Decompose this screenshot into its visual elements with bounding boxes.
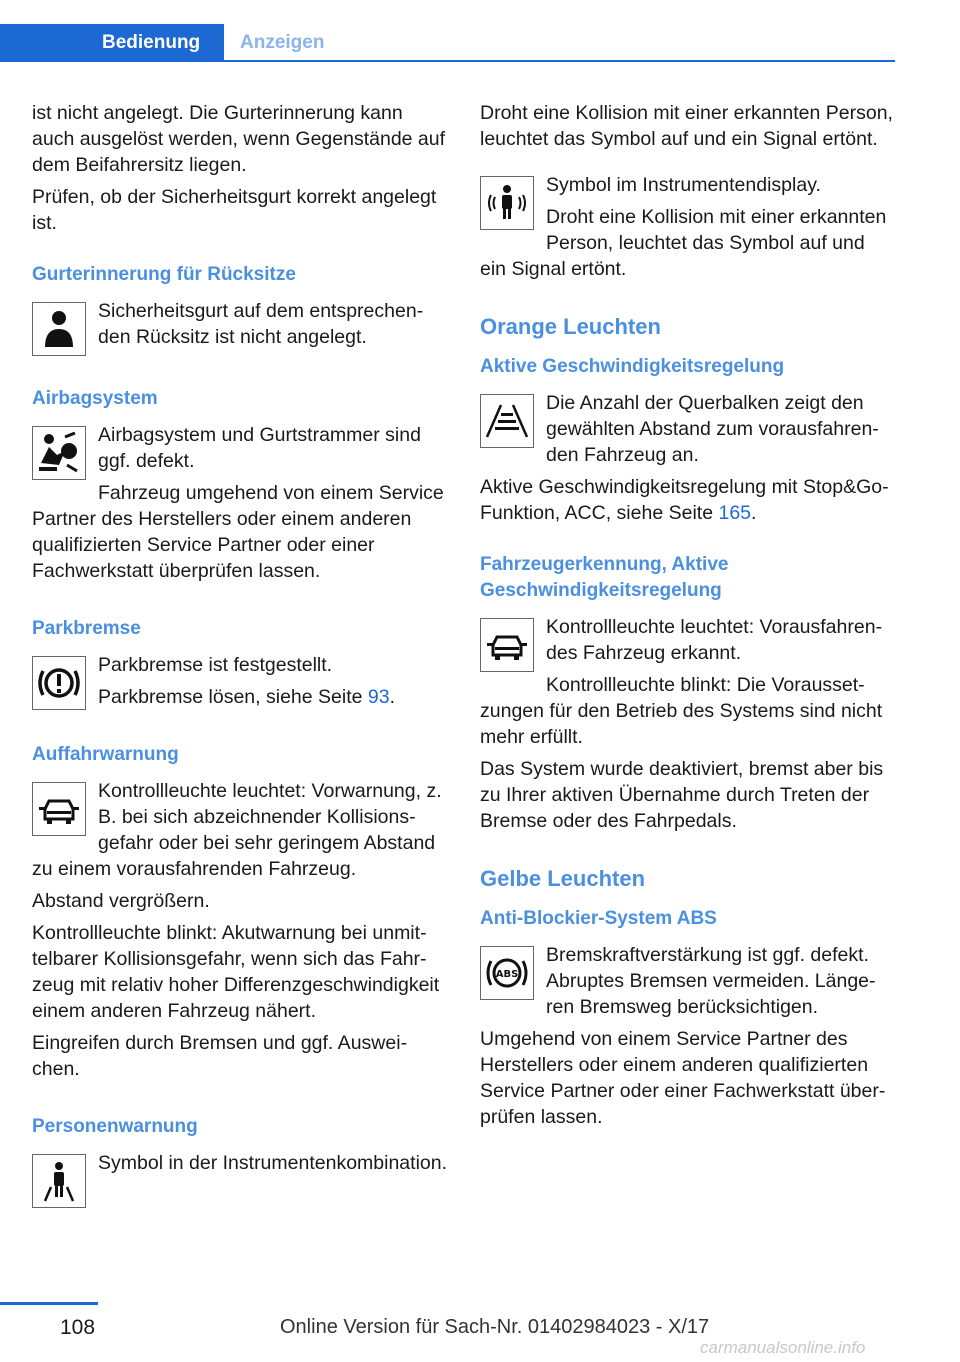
header-tabbar [0,24,895,62]
acc-distance-icon [480,394,534,448]
paragraph: Kontrollleuchte blinkt: Die Voraussetzungen für den Betrieb des Systems sind nicht mehr erfüllt. [480,674,883,748]
watermark: carmanualsonline.info [700,1338,866,1357]
section-title-gurterinnerung: Gurterinnerung für Rücksitze [32,264,296,285]
heading-gelbe-leuchten: Gelbe Leuchten [480,866,646,891]
section-title-abs: Anti-Blockier-System ABS [480,908,717,929]
abs-icon-label: ABS [495,969,519,980]
paragraph: Fahrzeug umgehend von einem Service Partner des Herstellers oder einem anderen qualifizierten Service Partner oder einer Fachwerkstatt überprüfen lassen. [32,482,444,582]
tab-bedienung-label: Bedienung [102,32,201,53]
parkbremse-reference-text: Parkbremse lösen, siehe Seite [98,686,368,708]
paragraph: Abstand vergrößern. [32,890,210,912]
acc-reference-text: Aktive Geschwindigkeitsregelung mit Stop&Go-Funktion, ACC, siehe Seite [480,476,889,524]
paragraph: Aktive Geschwindigkeitsregelung mit Stop&Go-Funktion, ACC, siehe Seite 165. [480,476,889,524]
paragraph: Bremskraftverstärkung ist ggf. defekt. Abruptes Bremsen vermeiden. Längeren Bremsweg berücksichtigen. [546,944,876,1018]
person-collision-icon [480,176,534,230]
paragraph: Symbol im Instrumentendisplay. [546,174,821,196]
section-title-parkbremse: Parkbremse [32,618,141,639]
paragraph: Parkbremse ist festgestellt. [98,654,333,676]
section-title-fahrzeugerkennung: Fahrzeugerkennung, Aktive Geschwindigkeitsregelung [480,554,729,601]
section-title-acc: Aktive Geschwindigkeitsregelung [480,356,785,377]
heading-orange-leuchten: Orange Leuchten [480,314,661,339]
page-link-93[interactable]: 93 [367,686,390,708]
paragraph: Kontrollleuchte leuchtet: Vorwarnung, z. B. bei sich abzeichnender Kollisionsgefahr oder bei sehr geringem Abstand zu einem vorausfahrenden Fahrzeug. [32,780,442,880]
tab-anzeigen-label: Anzeigen [240,32,325,53]
left-column [32,100,448,1212]
tab-anzeigen[interactable] [224,24,344,62]
paragraph: Symbol in der Instrumentenkombination. [98,1152,448,1174]
parking-brake-icon [32,656,86,710]
paragraph: Kontrollleuchte blinkt: Akutwarnung bei unmittelbarer Kollisionsgefahr, wenn sich das Fahrzeug mit relativ hoher Differenzgeschwindigkeit einem anderen Fahrzeug nähert. [32,922,440,1022]
online-version-text: Online Version für Sach-Nr. 01402984023 - X/17 [280,1316,710,1338]
page-link-165[interactable]: 165 [718,502,752,524]
paragraph: Umgehend von einem Service Partner des Herstellers oder einem anderen qualifizierten Service Partner oder einer Fachwerkstatt überprüfen lassen. [480,1028,886,1128]
airbag-icon [32,426,86,480]
paragraph: Airbagsystem und Gurtstrammer sind ggf. defekt. [98,424,421,472]
paragraph: Droht eine Kollision mit einer erkannten Person, leuchtet das Symbol auf und ein Signal ertönt. [480,206,887,280]
paragraph: Parkbremse lösen, siehe Seite 93. [98,686,396,708]
person-warning-icon [32,1154,86,1208]
section-title-auffahrwarnung: Auffahrwarnung [32,744,179,765]
rear-seatbelt-icon [32,302,86,356]
section-title-personenwarnung: Personenwarnung [32,1116,198,1137]
header-rule [0,60,895,62]
footer-rule [0,1302,98,1305]
paragraph: Das System wurde deaktiviert, bremst aber bis zu Ihrer aktiven Übernahme durch Treten der Bremse oder des Fahrpedals. [480,758,884,832]
paragraph: Prüfen, ob der Sicherheitsgurt korrekt angelegt ist. [32,186,437,234]
paragraph: Die Anzahl der Querbalken zeigt den gewählten Abstand zum vorausfahrenden Fahrzeug an. [546,392,879,466]
vehicle-detected-icon [480,618,534,672]
page-number: 108 [60,1316,96,1339]
paragraph: Eingreifen durch Bremsen und ggf. Ausweichen. [32,1032,408,1080]
paragraph: Sicherheitsgurt auf dem entsprechenden Rücksitz ist nicht angelegt. [98,300,424,348]
tab-bedienung[interactable] [0,24,224,62]
car-warning-icon [32,782,86,836]
paragraph: ist nicht angelegt. Die Gurterinnerung kann auch ausgelöst werden, wenn Gegenstände auf dem Beifahrersitz liegen. [32,102,446,176]
paragraph: Droht eine Kollision mit einer erkannten Person, leuchtet das Symbol auf und ein Signal ertönt. [480,102,893,150]
section-title-airbagsystem: Airbagsystem [32,388,158,409]
abs-icon [480,946,534,1000]
paragraph: Kontrollleuchte leuchtet: Vorausfahrendes Fahrzeug erkannt. [546,616,883,664]
right-column [480,100,896,1136]
